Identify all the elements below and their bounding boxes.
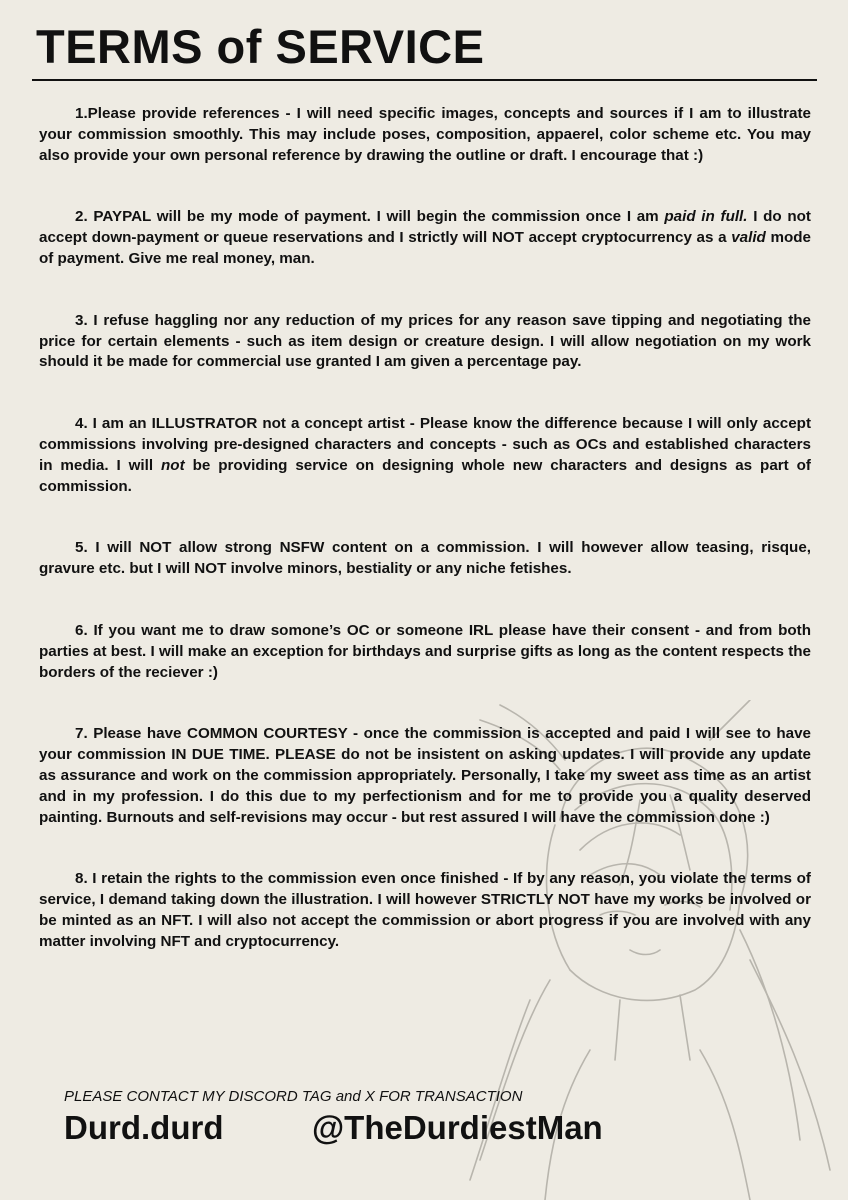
- contact-instruction: PLEASE CONTACT MY DISCORD TAG and X FOR TRANSACTION: [64, 1088, 523, 1105]
- term-3: [39, 311, 811, 373]
- page-title: TERMS of SERVICE: [36, 20, 485, 73]
- term-text: 6. If you want me to draw somone’s OC or someone IRL please have their consent - and from both parties at best. I will make an exception for birthdays and surprise gifts as long as the content respects the borders of the reciever :): [39, 621, 811, 681]
- term-text: I do not accept down-payment or queue reservations and I strictly will NOT accept cryptocurrency as a: [39, 208, 811, 247]
- term-2: [39, 207, 811, 269]
- term-text: 1.Please provide references - I will need specific images, concepts and sources if I am to illustrate your commission smoothly. This may include poses, composition, appaerel, color scheme etc. You may also provide your own personal reference by drawing the outline or draft. I encourage that :): [39, 105, 811, 164]
- term-text: mode of payment. Give me real money, man.: [39, 229, 811, 267]
- x-handle: @TheDurdiestMan: [312, 1109, 603, 1146]
- term-text: be providing service on designing whole new characters and designs as part of commission.: [39, 456, 811, 495]
- discord-tag: Durd.durd: [64, 1109, 224, 1146]
- term-8: [39, 869, 811, 952]
- title-divider: [32, 79, 817, 81]
- term-7: [39, 724, 811, 828]
- terms-list: [39, 104, 811, 953]
- emphasized-text: paid in full.: [664, 208, 748, 226]
- emphasized-text: valid: [731, 229, 766, 247]
- term-6: [39, 621, 811, 683]
- term-text: 2. PAYPAL will be my mode of payment. I will begin the commission once I am: [75, 208, 665, 226]
- term-1: [39, 104, 811, 166]
- term-text: 8. I retain the rights to the commission even once finished - If by any reason, you violate the terms of service, I demand taking down the illustration. I will however STRICTLY NOT have my works be involved or be minted as an NFT. I will also not accept the commission or abort progress if you are involved with any matter involving NFT and cryptocurrency.: [39, 870, 811, 950]
- term-text: 3. I refuse haggling nor any reduction of my prices for any reason save tipping and negotiating the price for certain elements - such as item design or creature design. I will allow negotiation on my work should it be made for commercial use granted I am given a percentage pay.: [39, 311, 811, 371]
- term-text: 5. I will NOT allow strong NSFW content on a commission. I will however allow teasing, risque, gravure etc. but I will NOT involve minors, bestiality or any niche fetishes.: [39, 539, 811, 578]
- emphasized-text: not: [161, 456, 185, 474]
- term-text: 7. Please have COMMON COURTESY - once the commission is accepted and paid I will see to have your commission IN DUE TIME. PLEASE do not be insistent on asking updates. I will provide any update as assurance and work on the commission appropriately. Personally, I take my sweet ass time as an artist and in my profession. I do this due to my perfectionism and for me to provide you a quality deserved painting. Burnouts and self-revisions may occur - but rest assured I will have the commission done :): [39, 725, 811, 826]
- term-4: [39, 414, 811, 497]
- term-text: 4. I am an ILLUSTRATOR not a concept artist - Please know the difference because I will only accept commissions involving pre-designed characters and concepts - such as OCs and established characters in media. I will: [39, 415, 811, 474]
- term-5: [39, 538, 811, 580]
